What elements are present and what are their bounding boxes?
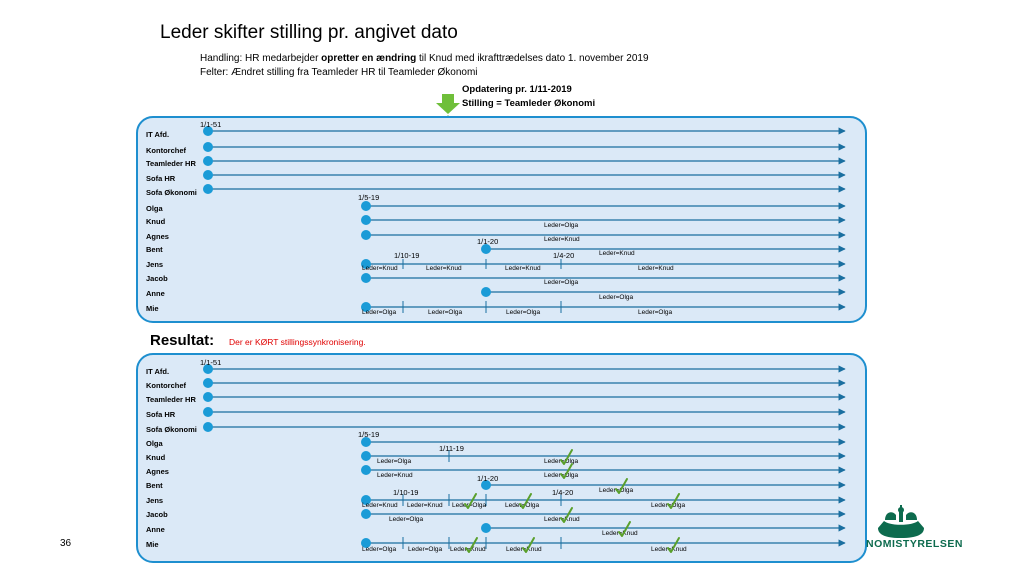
- page-number: 36: [60, 538, 72, 549]
- leder-label: Leder=Knud: [377, 472, 413, 479]
- row-label: Jens: [146, 496, 164, 505]
- date-label: 1/1-51: [200, 358, 222, 367]
- date-label: 1/1-51: [200, 120, 222, 129]
- row-label: Olga: [146, 204, 163, 213]
- leder-label: Leder=Knud: [407, 502, 443, 509]
- start-dot: [203, 392, 213, 402]
- row-label: Bent: [146, 481, 163, 490]
- start-dot: [361, 509, 371, 519]
- leder-label: Leder=Knud: [599, 250, 635, 257]
- row-label: Sofa HR: [146, 174, 176, 183]
- handling-prefix: Handling: HR medarbejder: [200, 53, 322, 64]
- start-dot: [361, 215, 371, 225]
- top-panel: [137, 117, 866, 322]
- result-note: Der er KØRT stillingssynkronisering.: [229, 337, 366, 347]
- row-label: Jacob: [146, 274, 168, 283]
- leder-label: Leder=Knud: [362, 265, 398, 272]
- start-dot: [481, 287, 491, 297]
- leder-label: Leder=Olga: [544, 472, 579, 479]
- date-label: 1/10-19: [393, 488, 419, 497]
- felter-text: Felter: Ændret stilling fra Teamleder HR til Teamleder Økonomi: [200, 67, 478, 78]
- start-dot: [481, 523, 491, 533]
- row-label: Jacob: [146, 510, 168, 519]
- row-label: Knud: [146, 217, 166, 226]
- leder-label: Leder=Knud: [602, 530, 638, 537]
- row-label: Teamleder HR: [146, 159, 196, 168]
- row-label: Olga: [146, 439, 163, 448]
- leder-label: Leder=Knud: [506, 546, 542, 553]
- crown-logo: [878, 505, 924, 538]
- leder-label: Leder=Knud: [651, 546, 687, 553]
- result-label: Resultat:: [150, 332, 215, 349]
- leder-label: Leder=Olga: [544, 222, 579, 229]
- leder-label: Leder=Knud: [544, 516, 580, 523]
- date-label: 1/5-19: [358, 193, 380, 202]
- start-dot: [361, 273, 371, 283]
- row-label: Kontorchef: [146, 146, 186, 155]
- date-label: 1/5-19: [358, 430, 380, 439]
- leder-label: Leder=Olga: [505, 502, 540, 509]
- leder-label: Leder=Knud: [544, 236, 580, 243]
- row-label: Bent: [146, 245, 163, 254]
- start-dot: [203, 407, 213, 417]
- leder-label: Leder=Olga: [599, 487, 634, 494]
- start-dot: [203, 142, 213, 152]
- handling-bold: opretter en ændring: [321, 53, 417, 64]
- leder-label: Leder=Knud: [505, 265, 541, 272]
- leder-label: Leder=Olga: [544, 458, 579, 465]
- row-label: Jens: [146, 260, 164, 269]
- start-dot: [361, 201, 371, 211]
- leder-label: Leder=Olga: [638, 309, 673, 316]
- leder-label: Leder=Olga: [362, 309, 397, 316]
- start-dot: [361, 230, 371, 240]
- start-dot: [203, 156, 213, 166]
- update-line1: Opdatering pr. 1/11-2019: [462, 84, 572, 95]
- date-label: 1/10-19: [394, 251, 420, 260]
- start-dot: [203, 378, 213, 388]
- row-label: IT Afd.: [146, 130, 170, 139]
- leder-label: Leder=Knud: [638, 265, 674, 272]
- row-label: IT Afd.: [146, 367, 170, 376]
- handling-suffix: til Knud med ikrafttrædelses dato 1. november 2019: [416, 53, 649, 64]
- row-label: Anne: [146, 525, 165, 534]
- row-label: Sofa Økonomi: [146, 188, 197, 197]
- date-label: 1/11-19: [439, 444, 464, 453]
- leder-label: Leder=Olga: [651, 502, 686, 509]
- row-label: Agnes: [146, 467, 169, 476]
- row-label: Agnes: [146, 232, 169, 241]
- leder-label: Leder=Olga: [362, 546, 397, 553]
- leder-label: Leder=Olga: [544, 279, 579, 286]
- row-label: Mie: [146, 304, 159, 313]
- start-dot: [203, 170, 213, 180]
- leder-label: Leder=Knud: [450, 546, 486, 553]
- leder-label: Leder=Olga: [428, 309, 463, 316]
- row-label: Knud: [146, 453, 166, 462]
- leder-label: Leder=Olga: [408, 546, 443, 553]
- row-label: Sofa HR: [146, 410, 176, 419]
- start-dot: [203, 422, 213, 432]
- leder-label: Leder=Knud: [426, 265, 462, 272]
- logo-text: NOMISTYRELSEN: [866, 538, 963, 550]
- row-label: Sofa Økonomi: [146, 425, 197, 434]
- start-dot: [361, 465, 371, 475]
- row-label: Kontorchef: [146, 381, 186, 390]
- bottom-panel: [137, 354, 866, 562]
- leder-label: Leder=Olga: [389, 516, 424, 523]
- down-arrow-icon: [436, 94, 460, 114]
- leder-label: Leder=Olga: [506, 309, 541, 316]
- row-label: Mie: [146, 540, 159, 549]
- date-label: 1/4-20: [553, 251, 575, 260]
- row-label: Teamleder HR: [146, 395, 196, 404]
- date-label: 1/1-20: [477, 237, 499, 246]
- page-title: Leder skifter stilling pr. angivet dato: [160, 22, 458, 43]
- leder-label: Leder=Olga: [377, 458, 412, 465]
- date-label: 1/4-20: [552, 488, 574, 497]
- start-dot: [361, 451, 371, 461]
- bottom-panel-frame: [137, 354, 866, 562]
- start-dot: [203, 184, 213, 194]
- leder-label: Leder=Olga: [452, 502, 487, 509]
- date-label: 1/1-20: [477, 474, 499, 483]
- leder-label: Leder=Olga: [599, 294, 634, 301]
- row-label: Anne: [146, 289, 165, 298]
- leder-label: Leder=Knud: [362, 502, 398, 509]
- update-line2: Stilling = Teamleder Økonomi: [462, 98, 596, 109]
